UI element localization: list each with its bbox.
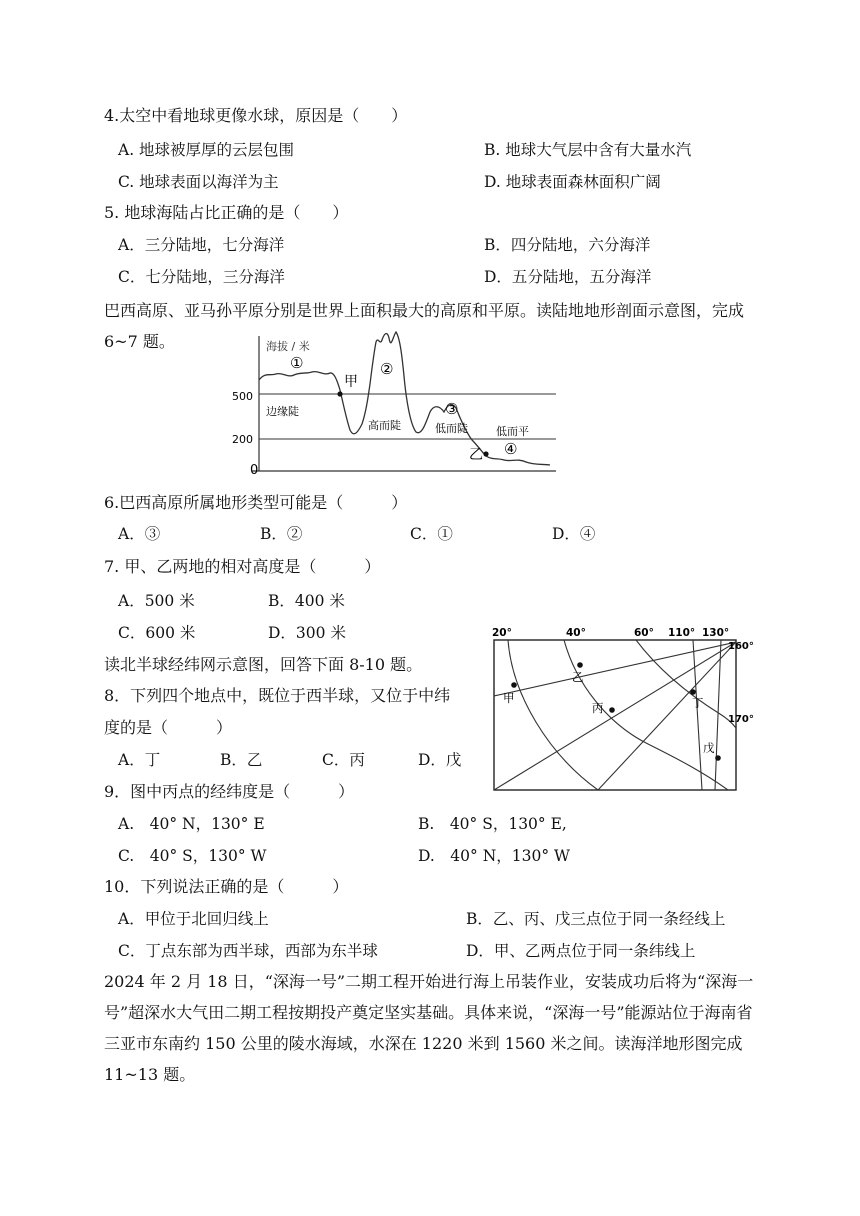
label-yi: 乙 [469, 447, 483, 463]
label-edge-slope: 边缘陡 [266, 405, 299, 418]
q5-option-c: C．七分陆地，三分海洋 [118, 268, 285, 286]
point-ding-label: 丁 [692, 696, 704, 710]
q8-option-a: A．丁 [118, 751, 161, 769]
q8-option-d: D．戊 [418, 751, 462, 769]
graticule-diagram [488, 624, 760, 794]
lon-label-20: 20° [492, 627, 512, 639]
q7-stem: 7. 甲、乙两地的相对高度是（ ） [104, 557, 381, 576]
lon-label-110: 110° [668, 627, 696, 639]
intro-11-13: 2024 年 2 月 18 日，“深海一号”二期工程开始进行海上吊装作业，安装成功后将为“深海一号”超深水大气田二期工程按期投产奠定坚实基础。具体来说，“深海一号”能源站位于海南省三亚市东南约 150 公里的陵水海域，水深在 1220 米到 1560 米之间。读海洋地形图完成 11~13 题。 [104, 972, 754, 1084]
q6-option-b: B．② [260, 525, 303, 543]
point-jia-marker [511, 682, 517, 688]
terrain-profile-diagram [230, 328, 560, 478]
point-yi [483, 451, 488, 456]
label-n1: ① [290, 354, 304, 372]
point-wu-label: 戊 [703, 741, 715, 755]
q8-stem-line2: 度的是（ ） [104, 718, 233, 737]
q10-option-b: B．乙、丙、戊三点位于同一条经线上 [466, 910, 726, 928]
profile-ylabel: 海拔 / 米 [266, 340, 310, 353]
lon-label-60: 60° [634, 627, 654, 639]
q7-option-d: D．300 米 [268, 624, 346, 642]
q5-option-b: B．四分陆地，六分海洋 [484, 236, 651, 254]
point-ding-marker [690, 689, 696, 695]
q4-stem: 4.太空中看地球更像水球，原因是（ ） [104, 106, 408, 125]
q9-option-a: A. 40° N，130° E [118, 815, 265, 833]
q10-option-a: A．甲位于北回归线上 [118, 910, 269, 928]
q6-option-d: D．④ [552, 525, 596, 543]
q6-stem: 6.巴西高原所属地形类型可能是（ ） [104, 493, 408, 512]
q6-option-c: C．① [410, 525, 453, 543]
label-n2: ② [380, 360, 394, 378]
point-yi-label: 乙 [572, 670, 584, 684]
q4-option-c: C. 地球表面以海洋为主 [118, 173, 279, 191]
point-bing-marker [609, 707, 615, 713]
q5-stem: 5. 地球海陆占比正确的是（ ） [104, 203, 349, 222]
lat-label-160: 160° [728, 641, 754, 652]
q10-option-c: C．丁点东部为西半球，西部为东半球 [118, 942, 378, 960]
q9-option-d: D. 40° N，130° W [418, 847, 570, 865]
label-n4: ④ [504, 440, 518, 458]
point-jia [337, 391, 342, 396]
q7-option-a: A．500 米 [118, 592, 195, 610]
label-high-steep: 高而陡 [368, 419, 401, 432]
q8-stem-line1: 8．下列四个地点中，既位于西半球，又位于中纬 [104, 686, 451, 705]
point-jia-label: 甲 [503, 691, 515, 705]
lon-label-130: 130° [702, 627, 730, 639]
q9-option-b: B. 40° S，130° E, [418, 815, 567, 833]
q9-option-c: C. 40° S，130° W [118, 847, 267, 865]
q7-option-c: C．600 米 [118, 624, 196, 642]
label-jia: 甲 [344, 374, 358, 390]
q6-option-a: A．③ [118, 525, 161, 543]
intro-6-7: 巴西高原、亚马孙平原分别是世界上面积最大的高原和平原。读陆地地形剖面示意图，完成 6~7 题。 [104, 301, 745, 351]
q4-option-d: D. 地球表面森林面积广阔 [484, 173, 661, 191]
q9-stem: 9．图中丙点的经纬度是（ ） [104, 782, 355, 801]
label-n3: ③ [445, 400, 459, 418]
q8-option-b: B．乙 [220, 751, 263, 769]
q8-option-c: C．丙 [322, 751, 365, 769]
lat-label-170: 170° [728, 714, 754, 725]
q7-option-b: B．400 米 [268, 592, 345, 610]
intro-8-10: 读北半球经纬网示意图，回答下面 8-10 题。 [104, 655, 423, 674]
tick-200: 200 [232, 433, 253, 446]
q4-option-a: A. 地球被厚厚的云层包围 [118, 141, 295, 159]
lon-label-40: 40° [566, 627, 586, 639]
tick-500: 500 [232, 390, 253, 403]
point-yi-marker [577, 662, 583, 668]
q10-stem: 10．下列说法正确的是（ ） [104, 877, 349, 896]
tick-0: 0 [250, 463, 259, 478]
label-low-steep: 低而陡 [435, 422, 468, 435]
q4-option-b: B. 地球大气层中含有大量水汽 [484, 141, 692, 159]
q5-option-d: D．五分陆地，五分海洋 [484, 268, 652, 286]
q10-option-d: D．甲、乙两点位于同一条纬线上 [466, 942, 696, 960]
q5-option-a: A．三分陆地，七分海洋 [118, 236, 285, 254]
label-low-flat: 低而平 [496, 425, 529, 438]
point-wu-marker [715, 755, 721, 761]
point-bing-label: 丙 [592, 701, 604, 715]
